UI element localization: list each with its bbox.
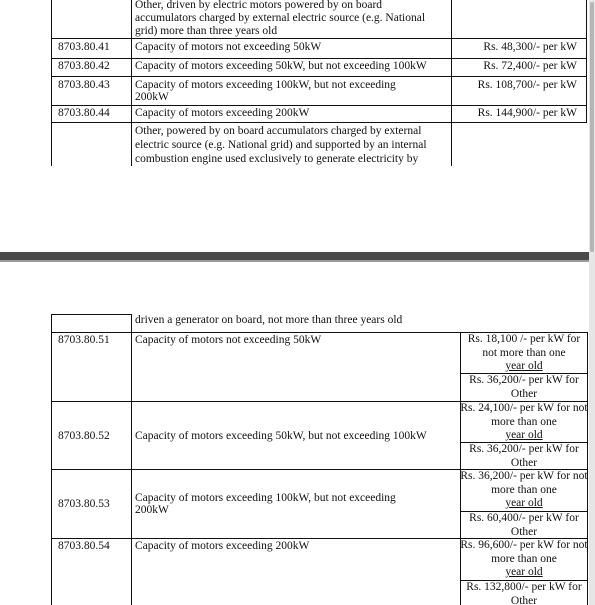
- rate-text: Rs. 36,200/- per kW for not more than one year old: [460, 470, 588, 509]
- tariff-code: 8703.80.53: [58, 498, 110, 510]
- description-text: Other, powered by on board accumulators charged by external: [135, 125, 422, 137]
- tariff-code: 8703.80.52: [58, 430, 110, 442]
- table-border: [451, 0, 452, 166]
- table-rule: [51, 58, 587, 59]
- table-rule: [51, 105, 587, 106]
- table-rule: [51, 76, 587, 77]
- rate-text: Rs. 48,300/- per kW: [483, 41, 577, 53]
- description-text: Capacity of motors exceeding 50kW, but not exceeding 100kW: [135, 60, 427, 72]
- tariff-code: 8703.80.42: [58, 60, 110, 72]
- table-border: [51, 314, 52, 605]
- description-text: electric source (e.g. National grid) and supported by an internal: [135, 139, 427, 151]
- description-text: combustion engine used exclusively to generate electricity by: [135, 153, 419, 165]
- rate-text: Rs. 18,100 /- per kW for not more than one year old: [467, 333, 581, 372]
- rate-text: Rs. 96,600/- per kW for not more than one year old: [460, 539, 588, 578]
- description-text: driven a generator on board, not more than three years old: [135, 314, 403, 326]
- rate-text: Rs. 132,800/- per kW for Other: [466, 581, 582, 605]
- rate-text: Rs. 108,700/- per kW: [477, 79, 577, 91]
- rate-text: Rs. 60,400/- per kW for Other: [469, 512, 579, 538]
- description-text: Capacity of motors exceeding 100kW, but not exceeding: [135, 79, 396, 91]
- description-text: Capacity of motors not exceeding 50kW: [135, 41, 322, 53]
- description-text: Capacity of motors not exceeding 50kW: [135, 334, 322, 346]
- vertical-scrollbar[interactable]: [589, 0, 595, 605]
- table-border: [131, 314, 132, 605]
- table-rule: [51, 314, 131, 315]
- table-border: [51, 0, 52, 166]
- description-text: 200kW: [135, 504, 169, 516]
- table-border: [586, 0, 587, 122]
- tariff-code: 8703.80.54: [58, 540, 110, 552]
- table-rule: [51, 122, 587, 123]
- table-rule: [51, 38, 587, 39]
- page-separator: [0, 252, 595, 262]
- rate-text: Rs. 24,100/- per kW for not more than one year old: [460, 402, 588, 441]
- tariff-code: 8703.80.51: [58, 334, 110, 346]
- table-border: [131, 0, 132, 166]
- description-text: Capacity of motors exceeding 50kW, but not exceeding 100kW: [135, 430, 427, 442]
- tariff-code: 8703.80.43: [58, 79, 110, 91]
- description-text: Capacity of motors exceeding 200kW: [135, 540, 310, 552]
- description-text: Capacity of motors exceeding 200kW: [135, 107, 310, 119]
- description-text: grid) more than three years old: [135, 25, 278, 37]
- tariff-code: 8703.80.41: [58, 41, 110, 53]
- rate-text: Rs. 72,400/- per kW: [483, 60, 577, 72]
- document-page-2: [0, 262, 595, 605]
- description-text: Other, driven by electric motors powered by on board: [135, 0, 383, 11]
- rate-text: Rs. 36,200/- per kW for Other: [469, 374, 579, 400]
- rate-text: Rs. 36,200/- per kW for Other: [469, 443, 579, 469]
- description-text: accumulators charged by external electric source (e.g. National: [135, 12, 426, 24]
- description-text: Capacity of motors exceeding 100kW, but not exceeding: [135, 492, 396, 504]
- tariff-code: 8703.80.44: [58, 107, 110, 119]
- rate-text: Rs. 144,900/- per kW: [477, 107, 577, 119]
- document-page-1: [0, 0, 595, 252]
- scrollbar-thumb[interactable]: [590, 2, 594, 252]
- description-text: 200kW: [135, 91, 169, 103]
